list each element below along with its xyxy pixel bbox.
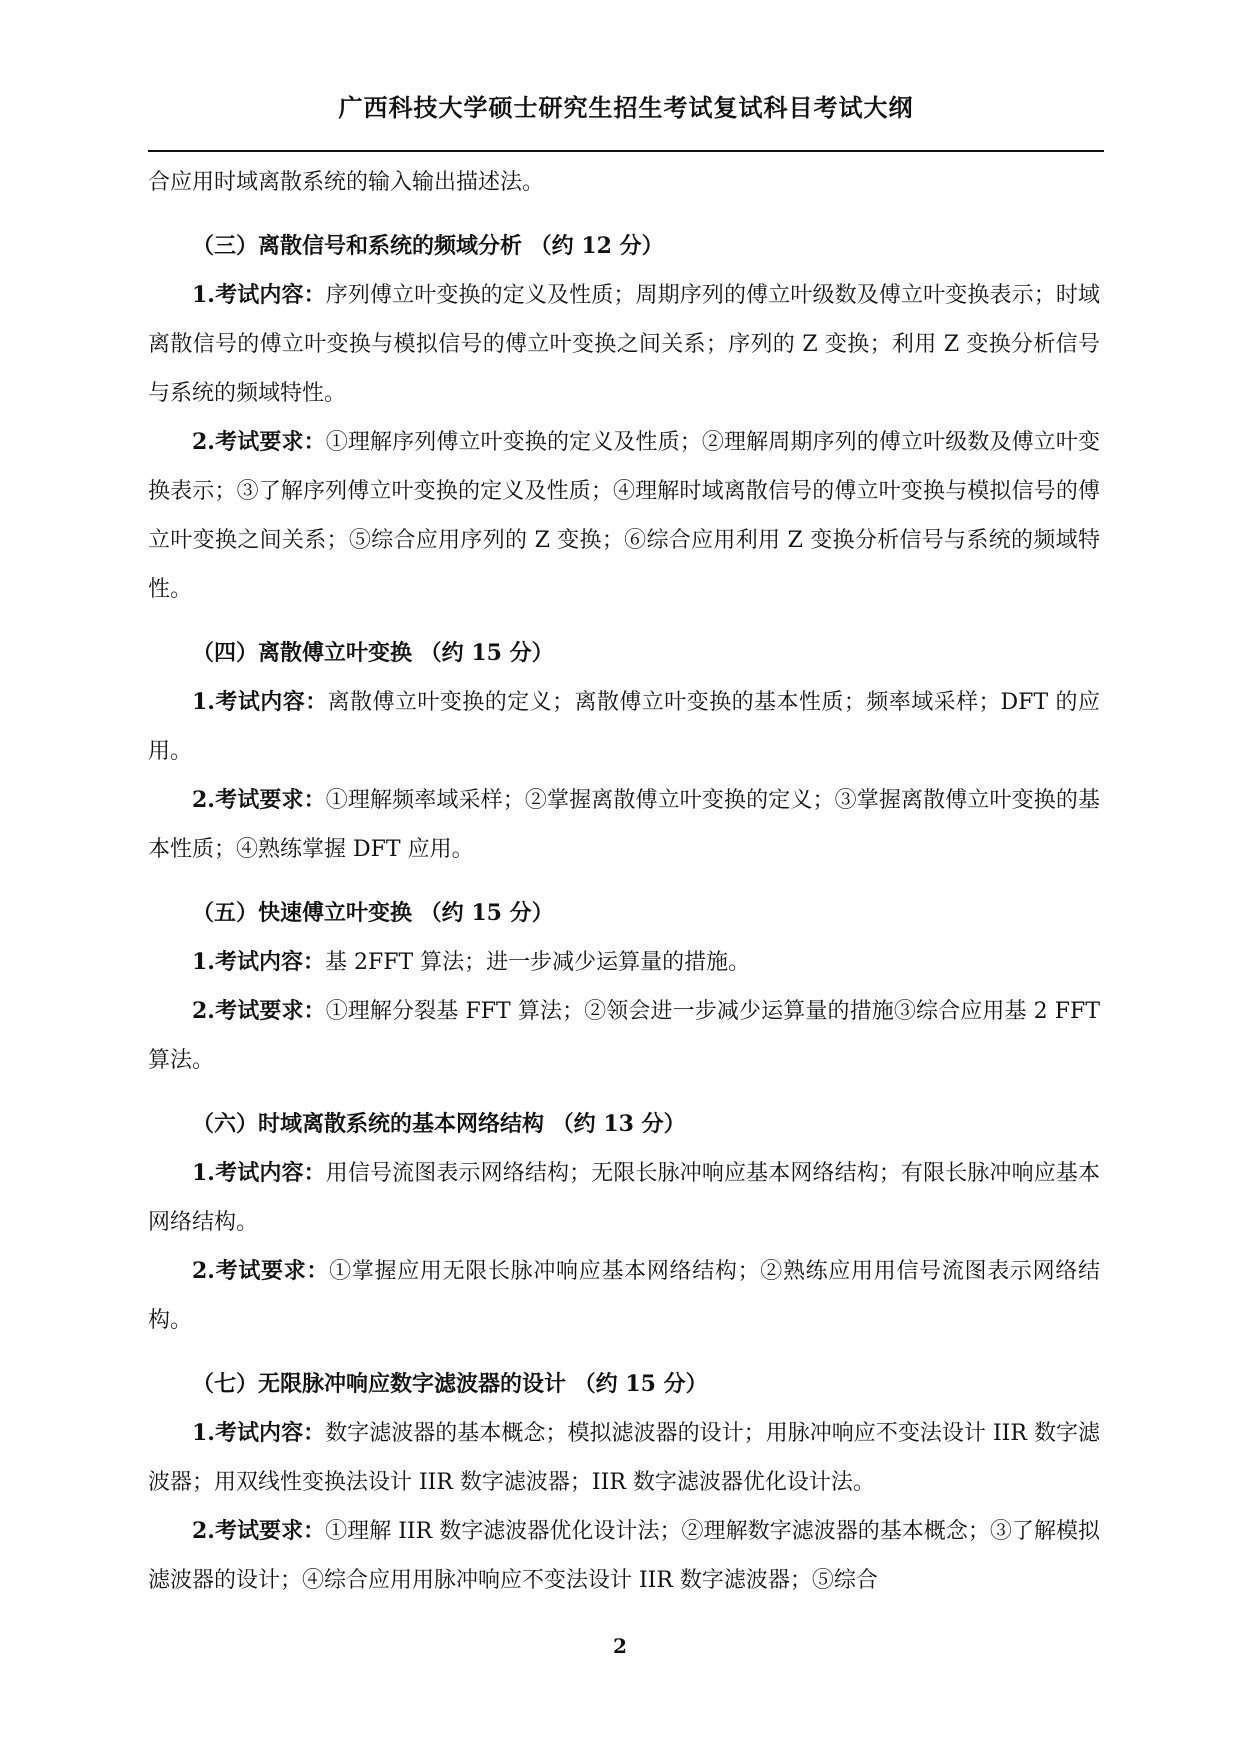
content-text: 用信号流图表示网络结构；无限长脉冲响应基本网络结构；有限长脉冲响应基本网络结构。	[148, 1161, 1101, 1235]
header-divider	[148, 150, 1104, 152]
page-number: 2	[613, 1634, 627, 1658]
requirement-text: ①掌握应用无限长脉冲响应基本网络结构；②熟练应用用信号流图表示网络结构。	[148, 1259, 1100, 1333]
section-heading-3: （三）离散信号和系统的频域分析 （约 12 分）	[192, 233, 664, 259]
content-label: 1.考试内容：	[192, 282, 326, 308]
section-heading-6: （六）时域离散系统的基本网络结构 （约 13 分）	[192, 1111, 686, 1137]
continuation-paragraph: 合应用时域离散系统的输入输出描述法。	[148, 170, 545, 195]
requirement-label: 2.考试要求：	[192, 998, 326, 1024]
section-heading-4: （四）离散傅立叶变换 （约 15 分）	[192, 640, 554, 666]
section-3-requirements	[148, 418, 1100, 614]
requirement-text: ①理解频率域采样；②掌握离散傅立叶变换的定义；③掌握离散傅立叶变换的基本性质；④熟练掌握 DFT 应用。	[148, 788, 1101, 862]
section-5-content	[148, 938, 1100, 987]
section-7-content	[148, 1409, 1100, 1507]
content-text: 基 2FFT 算法；进一步减少运算量的措施。	[324, 950, 751, 975]
section-7-requirements	[148, 1507, 1100, 1605]
section-heading-5: （五）快速傅立叶变换 （约 15 分）	[192, 900, 554, 926]
content-label: 1.考试内容：	[192, 1160, 326, 1186]
requirement-text: ①理解分裂基 FFT 算法；②领会进一步减少运算量的措施③综合应用基 2 FFT 算法。	[148, 999, 1100, 1073]
content-label: 1.考试内容：	[192, 689, 328, 715]
document-body	[148, 158, 1100, 1605]
requirement-label: 2.考试要求：	[192, 1258, 330, 1284]
requirement-text: ①理解 IIR 数字滤波器优化设计法；②理解数字滤波器的基本概念；③了解模拟滤波器的设计；④综合应用用脉冲响应不变法设计 IIR 数字滤波器；⑤综合	[148, 1519, 1101, 1593]
content-label: 1.考试内容：	[192, 1420, 326, 1446]
section-5-requirements	[148, 987, 1100, 1085]
section-heading-7: （七）无限脉冲响应数字滤波器的设计 （约 15 分）	[192, 1371, 708, 1397]
requirement-label: 2.考试要求：	[192, 787, 326, 813]
requirement-label: 2.考试要求：	[192, 429, 326, 455]
content-text: 数字滤波器的基本概念；模拟滤波器的设计；用脉冲响应不变法设计 IIR 数字滤波器；用双线性变换法设计 IIR 数字滤波器；IIR 数字滤波器优化设计法。	[148, 1421, 1101, 1495]
page-header-title: 广西科技大学硕士研究生招生考试复试科目考试大纲	[338, 93, 914, 122]
section-4-content	[148, 678, 1100, 776]
section-3-content	[148, 271, 1100, 418]
requirement-text: ①理解序列傅立叶变换的定义及性质；②理解周期序列的傅立叶级数及傅立叶变换表示；③了解序列傅立叶变换的定义及性质；④理解时域离散信号的傅立叶变换与模拟信号的傅立叶变换之间关系；⑤综合应用序列的 Z 变换；⑥综合应用利用 Z 变换分析信号与系统的频域特性。	[148, 430, 1101, 602]
section-4-requirements	[148, 776, 1100, 874]
content-text: 序列傅立叶变换的定义及性质；周期序列的傅立叶级数及傅立叶变换表示；时域离散信号的傅立叶变换与模拟信号的傅立叶变换之间关系；序列的 Z 变换；利用 Z 变换分析信号与系统的频域特性。	[148, 283, 1101, 406]
content-label: 1.考试内容：	[192, 949, 325, 975]
section-6-requirements	[148, 1247, 1100, 1345]
requirement-label: 2.考试要求：	[192, 1518, 326, 1544]
section-6-content	[148, 1149, 1100, 1247]
content-text: 离散傅立叶变换的定义；离散傅立叶变换的基本性质；频率域采样；DFT 的应用。	[148, 690, 1100, 764]
